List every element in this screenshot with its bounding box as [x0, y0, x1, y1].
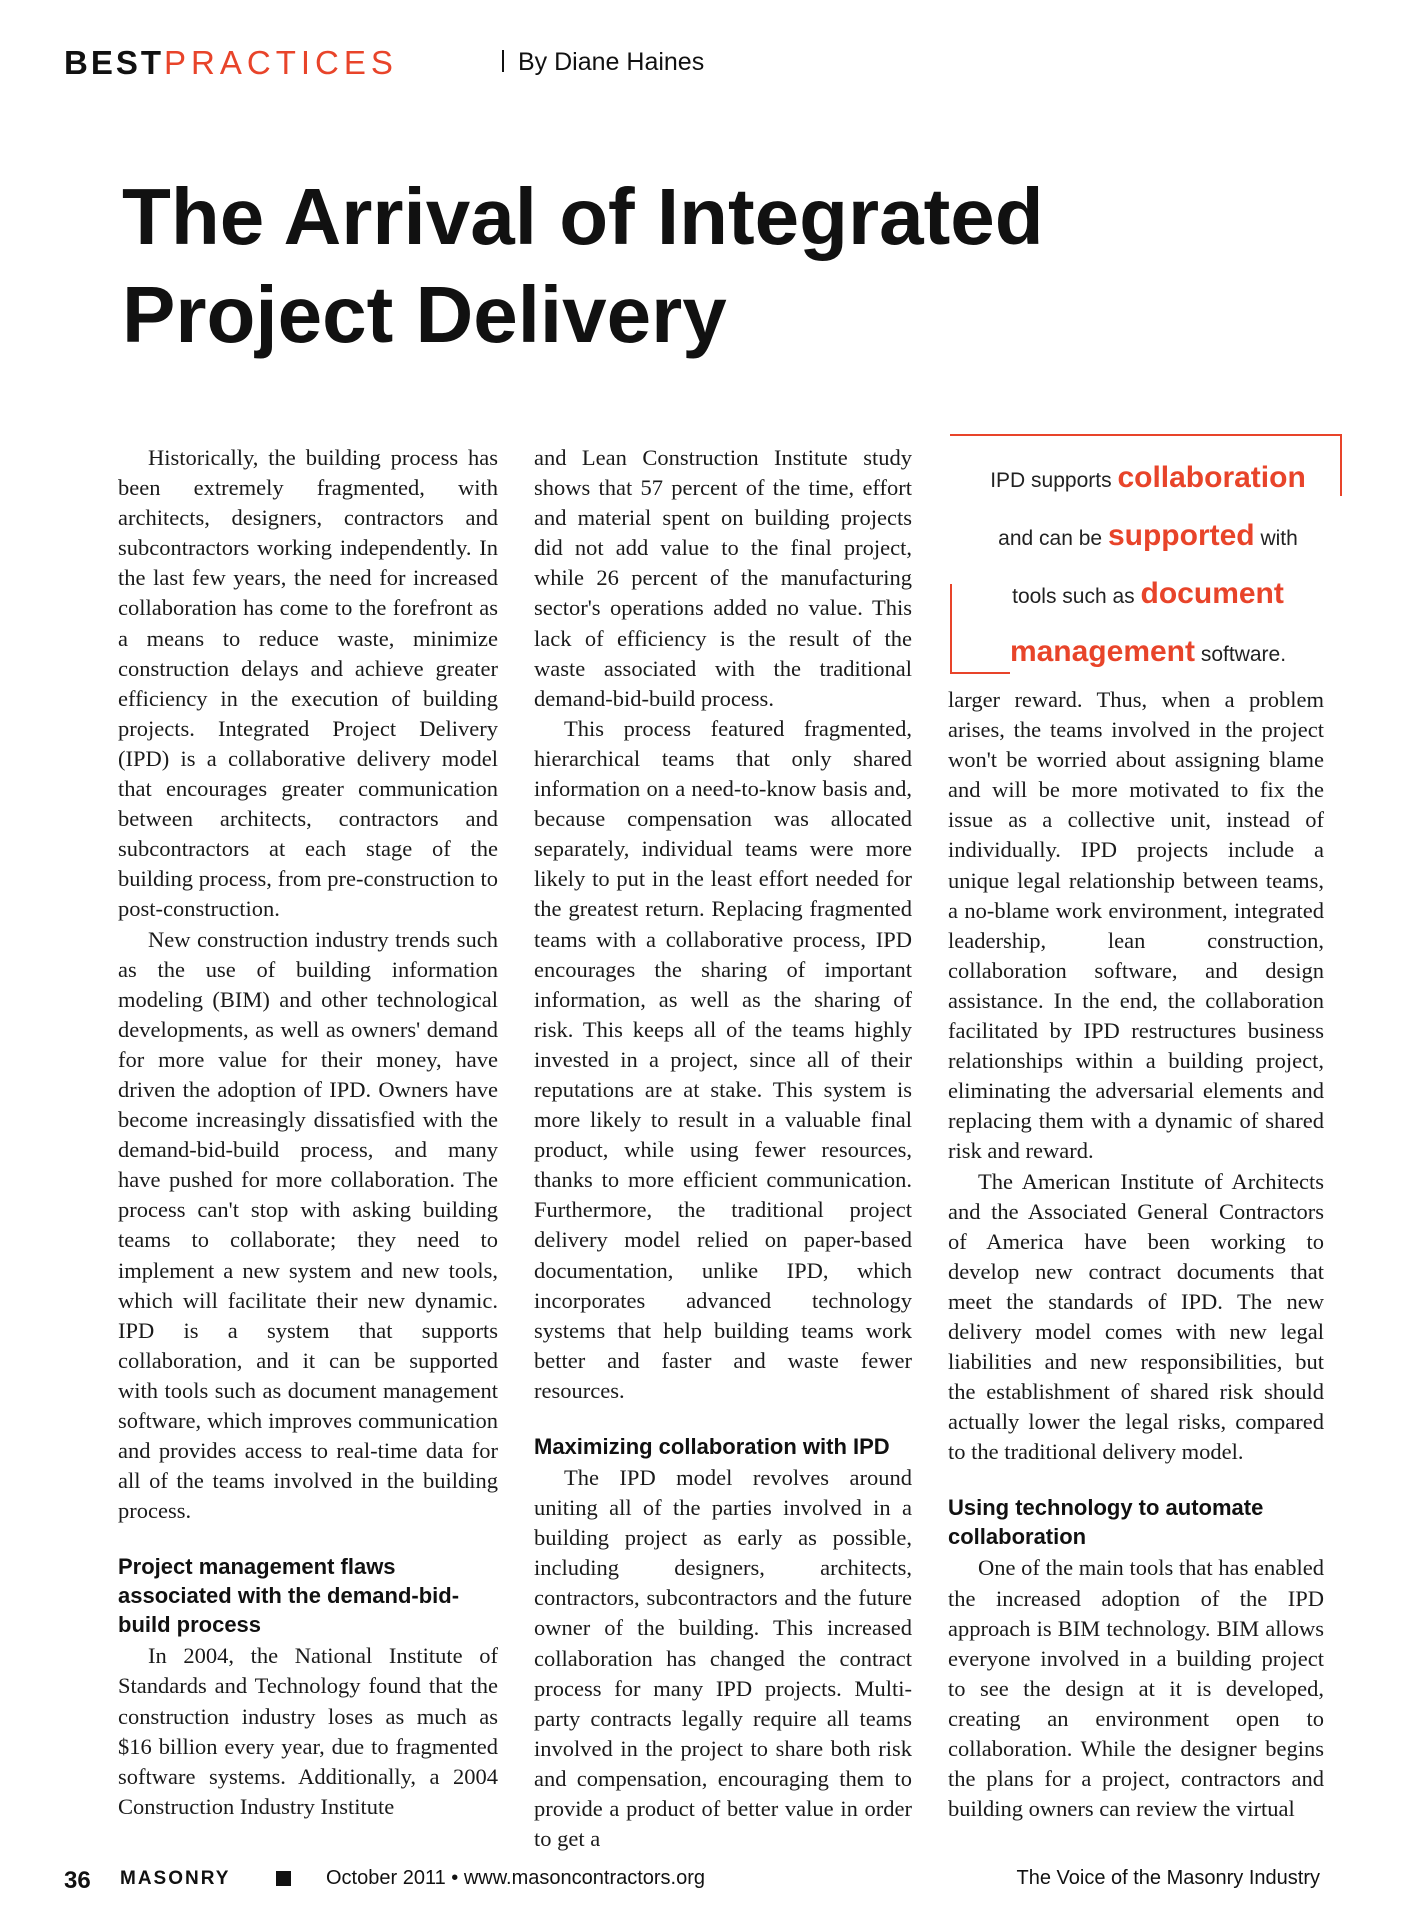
col1-paragraph-3: In 2004, the National Institute of Standards and Technology found that the construction industry loses as much as $16 billion every year, due to fragmented software systems. Additionally, a 2004 Construction Industry Institute [118, 1643, 498, 1819]
byline [502, 48, 704, 77]
pq-emphasis-document: document [1140, 577, 1284, 610]
pq-text-1: IPD supports [990, 469, 1112, 492]
col3-paragraph-1: larger reward. Thus, when a problem arises, the teams involved in the project won't be worried about assigning blame and will be more motivated to fix the issue as a collective unit, instead of individually. IPD projects include a unique legal relationship between teams, a no-blame work environment, integrated leadership, lean construction, collaboration software, and design assistance. In the end, the collaboration facilitated by IPD restructures business relationships within a building project, eliminating the adversarial elements and replacing them with a dynamic of shared risk and reward. [948, 687, 1324, 1164]
col1-paragraph-1: Historically, the building process has been extremely fragmented, with architects, designers, contractors and subcontractors working independently. In the last few years, the need for increased collaboration has come to the forefront as a means to reduce waste, minimize construction delays and achieve greater efficiency in the execution of building projects. Integrated Project Delivery (IPD) is a collaborative delivery model that encourages greater communication between architects, contractors and subcontractors at each stage of the building process, from pre-construction to post-construction. [118, 445, 498, 922]
col3-paragraph-3: One of the main tools that has enabled the increased adoption of the IPD approach is BIM technology. BIM allows everyone involved in a building project to see the design at it is developed, creating an environment open to collaboration. While the designer begins the plans for a project, contractors and building owners can review the virtual [948, 1555, 1324, 1822]
pull-quote [950, 434, 1342, 674]
section-kicker [64, 44, 398, 84]
byline-divider [502, 50, 504, 72]
magazine-tagline: The Voice of the Masonry Industry [1016, 1867, 1320, 1889]
col1-subhead: Project management flaws associated with the demand-bid-build process [118, 1554, 460, 1638]
pull-quote-rule-left [950, 584, 952, 672]
col3-subhead: Using technology to automate collaboration [948, 1495, 1264, 1550]
column-1 [118, 443, 498, 1822]
pq-text-2: and can be [998, 527, 1103, 550]
page-footer [0, 1863, 1404, 1899]
page-number: 36 [64, 1867, 91, 1894]
article-title: The Arrival of Integrated Project Delivery [122, 172, 1044, 359]
col3-paragraph-2: The American Institute of Architects and the Associated General Contractors of America have been working to develop new contract documents that meet the standards of IPD. The new delivery model comes with new legal liabilities and new responsibilities, but the establishment of shared risk should actually lower the legal risks, compared to the traditional delivery model. [948, 1168, 1324, 1465]
byline-text: By Diane Haines [518, 48, 705, 76]
col2-paragraph-1: and Lean Construction Institute study shows that 57 percent of the time, effort and material spent on building projects did not add value to the final project, while 26 percent of the manufacturing sector's operations added no value. This lack of efficiency is the result of the waste associated with the traditional demand-bid-build process. [534, 445, 912, 711]
column-3 [948, 685, 1324, 1824]
pull-quote-rule-top [950, 434, 1342, 436]
magazine-name: MASONRY [120, 1868, 231, 1889]
column-2 [534, 443, 912, 1854]
pull-quote-text [962, 450, 1334, 682]
kicker-practices: PRACTICES [164, 44, 398, 81]
col2-paragraph-3: The IPD model revolves around uniting all of the parties involved in a building project as early as possible, including designers, architects, contractors, subcontractors and the future owner of the building. This increased collaboration has changed the contract process for many IPD projects. Multi-party contracts legally require all teams involved in the project to share both risk and compensation, encouraging them to provide a product of better value in order to get a [534, 1465, 912, 1852]
issue-and-website: October 2011 • www.masoncontractors.org [326, 1867, 706, 1889]
col2-subhead: Maximizing collaboration with IPD [534, 1434, 890, 1459]
footer-square-icon [276, 1871, 291, 1886]
kicker-best: BEST [64, 44, 165, 81]
pq-emphasis-supported: supported [1107, 519, 1255, 552]
col2-paragraph-2: This process featured fragmented, hierarchical teams that only shared information on a need-to-know basis and, because compensation was allocated separately, individual teams were more likely to put in the least effort needed for the greatest return. Replacing fragmented teams with a collaborative process, IPD encourages the sharing of important information, as well as the sharing of risk. This keeps all of the teams highly invested in a project, since all of their reputations are at stake. This system is more likely to result in a valuable final product, while using fewer resources, thanks to more efficient communication. Furthermore, the traditional project delivery model relied on paper-based documentation, unlike IPD, which incorporates advanced technology systems that help building teams work better and faster and waste fewer resources. [534, 715, 912, 1403]
pq-text-4: tools such as [1012, 585, 1135, 608]
pull-quote-rule-right [1340, 434, 1342, 496]
pq-emphasis-management: management [1009, 635, 1195, 668]
col1-paragraph-2: New construction industry trends such as the use of building information modeling (BIM) and other technological developments, as well as owners' demand for more value for their money, have driven the adoption of IPD. Owners have become increasingly dissatisfied with the demand-bid-build process, and many have pushed for more collaboration. The process can't stop with asking building teams to collaborate; they need to implement a new system and new tools, which will facilitate their new dynamic. IPD is a system that supports collaboration, and it can be supported with tools such as document management software, which improves communication and provides access to real-time data for all of the teams involved in the building process. [118, 926, 498, 1524]
pq-emphasis-collaboration: collaboration [1117, 461, 1306, 494]
pq-text-3: with [1260, 527, 1298, 550]
pq-text-5: software. [1200, 643, 1287, 666]
